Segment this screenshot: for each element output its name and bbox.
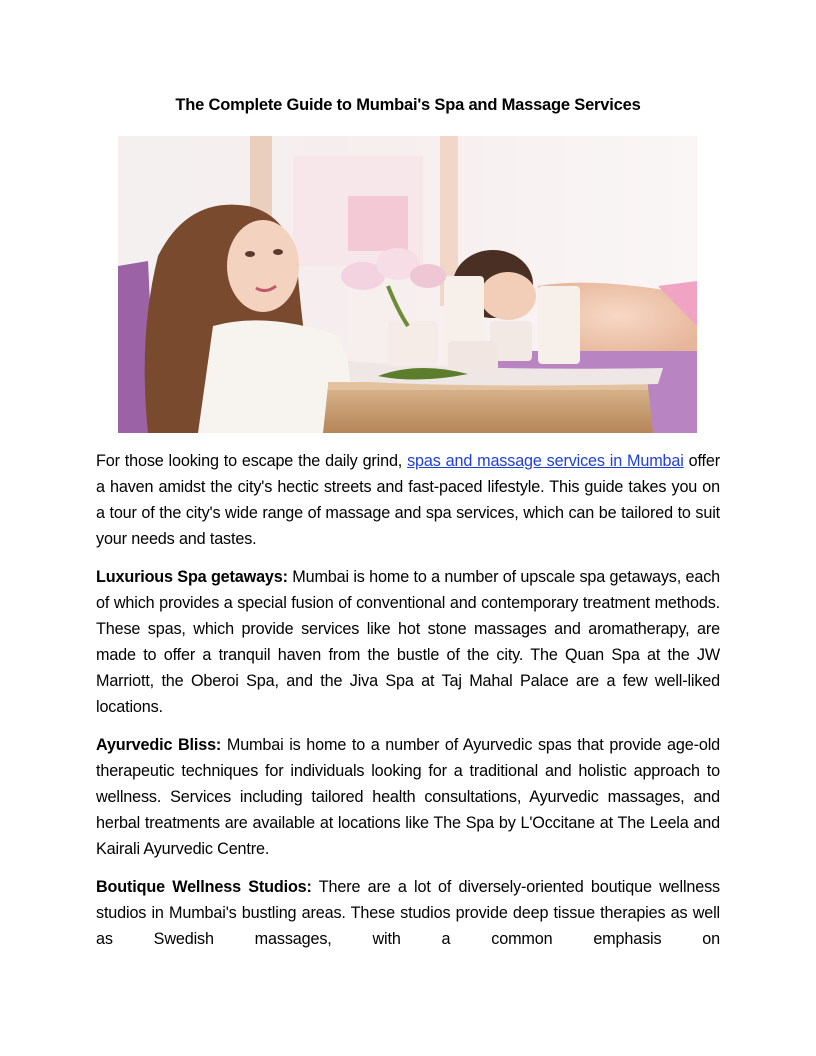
section-paragraph [96, 874, 720, 952]
section-paragraph [96, 564, 720, 720]
spa-photo [118, 136, 697, 433]
section-text: Mumbai is home to a number of Ayurvedic spas that provide age-old therapeutic techniques for individuals looking for a traditional and holistic approach to wellness. Services including tailored health consultations, Ayurvedic massages, and herbal treatments are available at locations like The Spa by L'Occitane at The Leela and Kairali Ayurvedic Centre. [96, 736, 720, 858]
intro-paragraph [96, 448, 720, 552]
spa-photo-icon [118, 136, 697, 433]
intro-text-before: For those looking to escape the daily grind, [96, 452, 408, 470]
section-heading: Ayurvedic Bliss: [96, 736, 222, 754]
intro-text-after: offer a haven amidst the city's hectic streets and fast-paced lifestyle. This guide takes you on a tour of the city's wide range of massage and spa services, which can be tailored to suit your needs and tastes. [96, 452, 720, 548]
section-heading: Boutique Wellness Studios: [96, 878, 312, 896]
section-paragraph [96, 732, 720, 862]
spa-services-link[interactable]: spas and massage services in Mumbai [407, 452, 684, 470]
article-body [96, 448, 720, 964]
document-title: The Complete Guide to Mumbai's Spa and Massage Services [175, 96, 641, 114]
section-heading: Luxurious Spa getaways: [96, 568, 288, 586]
section-text: Mumbai is home to a number of upscale spa getaways, each of which provides a special fusion of conventional and contemporary treatment methods. These spas, which provide services like hot stone massages and aromatherapy, are made to offer a tranquil haven from the bustle of the city. The Quan Spa at the JW Marriott, the Oberoi Spa, and the Jiva Spa at Taj Mahal Palace are a few well-liked locations. [96, 568, 720, 716]
section-text: There are a lot of diversely-oriented boutique wellness studios in Mumbai's bustling areas. These studios provide deep tissue therapies as well as Swedish massages, with a common emphasis on [96, 878, 720, 948]
